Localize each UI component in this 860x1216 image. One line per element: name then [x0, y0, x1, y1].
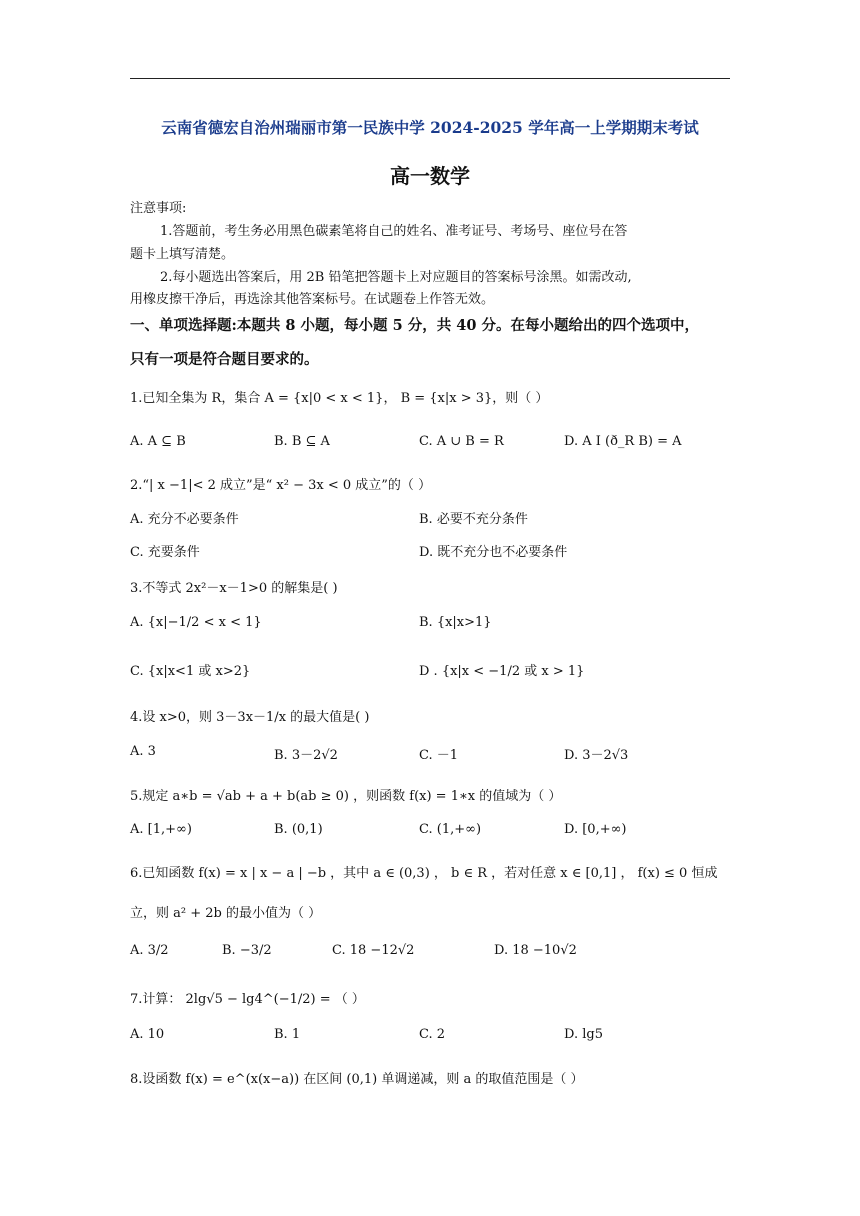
question-1-stem: 1.已知全集为 R，集合 A = {x|0 < x < 1}， B = {x|x > 3}，则（ ）	[130, 391, 549, 406]
question-7-stem: 7.计算： 2lg√5 − lg4^(−1/2) = （ ）	[130, 992, 365, 1007]
question-3-option-b: B. {x|x>1}	[419, 615, 492, 630]
question-1-option-a: A. A ⊆ B	[130, 434, 186, 449]
question-7-option-b: B. 1	[274, 1027, 301, 1042]
question-2-option-a: A. 充分不必要条件	[130, 512, 239, 527]
question-7-option-c: C. 2	[419, 1027, 446, 1042]
notice-item-1-line-2: 题卡上填写清楚。	[130, 247, 235, 262]
question-6-option-c: C. 18 −12√2	[332, 943, 415, 958]
question-3-option-d: D . {x|x < −1/2 或 x > 1}	[419, 664, 585, 679]
section-1-heading-line-1: 一、单项选择题:本题共 8 小题，每小题 5 分，共 40 分。在每小题给出的四个选项中，	[130, 317, 699, 334]
question-3-stem: 3.不等式 2x²－x－1>0 的解集是( )	[130, 581, 338, 596]
question-6-option-a: A. 3/2	[130, 943, 169, 958]
question-5-option-d: D. [0,+∞)	[564, 822, 627, 837]
question-6-stem-line-2: 立，则 a² + 2b 的最小值为（ ）	[130, 906, 322, 921]
question-2-option-c: C. 充要条件	[130, 545, 200, 560]
notice-title: 注意事项:	[130, 201, 187, 216]
notice-item-2-line-2: 用橡皮擦干净后，再选涂其他答案标号。在试题卷上作答无效。	[130, 292, 495, 307]
question-1-option-b: B. B ⊆ A	[274, 434, 330, 449]
question-1-option-c: C. A ∪ B = R	[419, 434, 504, 449]
question-7-option-d: D. lg5	[564, 1027, 603, 1042]
question-6-stem-line-1: 6.已知函数 f(x) = x | x − a | −b ，其中 a ∈ (0,3) ， b ∈ R ，若对任意 x ∈ [0,1] ， f(x) ≤ 0 恒成	[130, 866, 718, 881]
notice-item-2-line-1: 2.每小题选出答案后，用 2B 铅笔把答题卡上对应题目的答案标号涂黑。如需改动,	[160, 270, 632, 285]
question-8-stem: 8.设函数 f(x) = e^(x(x−a)) 在区间 (0,1) 单调递减，则 a 的取值范围是（ ）	[130, 1072, 584, 1087]
question-5-stem: 5.规定 a∗b = √ab + a + b(ab ≥ 0) ，则函数 f(x) = 1∗x 的值域为（ ）	[130, 789, 562, 804]
question-4-option-b: B. 3－2√2	[274, 748, 338, 763]
question-6-option-b: B. −3/2	[222, 943, 272, 958]
school-title: 云南省德宏自治州瑞丽市第一民族中学 2024-2025 学年高一上学期期末考试	[161, 118, 699, 137]
section-1-heading-line-2: 只有一项是符合题目要求的。	[130, 351, 319, 368]
header-rule	[130, 78, 730, 79]
question-3-option-a: A. {x|−1/2 < x < 1}	[130, 615, 262, 630]
notice-item-1-line-1: 1.答题前，考生务必用黑色碳素笔将自己的姓名、准考证号、考场号、座位号在答	[160, 224, 628, 239]
question-2-stem: 2.“| x −1|< 2 成立”是“ x² − 3x < 0 成立”的（ ）	[130, 478, 432, 493]
question-7-option-a: A. 10	[130, 1027, 165, 1042]
question-4-option-c: C. －1	[419, 748, 459, 763]
question-2-option-b: B. 必要不充分条件	[419, 512, 528, 527]
question-4-stem: 4.设 x>0，则 3－3x－1/x 的最大值是( )	[130, 710, 370, 725]
question-4-option-d: D. 3－2√3	[564, 748, 629, 763]
question-6-option-d: D. 18 −10√2	[494, 943, 577, 958]
question-4-option-a: A. 3	[130, 744, 156, 759]
question-5-option-a: A. [1,+∞)	[130, 822, 192, 837]
question-2-option-d: D. 既不充分也不必要条件	[419, 545, 568, 560]
subject-title: 高一数学	[390, 164, 470, 188]
question-5-option-b: B. (0,1)	[274, 822, 323, 837]
question-3-option-c: C. {x|x<1 或 x>2}	[130, 664, 251, 679]
question-1-option-d: D. A I (ð_R B) = A	[564, 434, 682, 449]
question-5-option-c: C. (1,+∞)	[419, 822, 482, 837]
